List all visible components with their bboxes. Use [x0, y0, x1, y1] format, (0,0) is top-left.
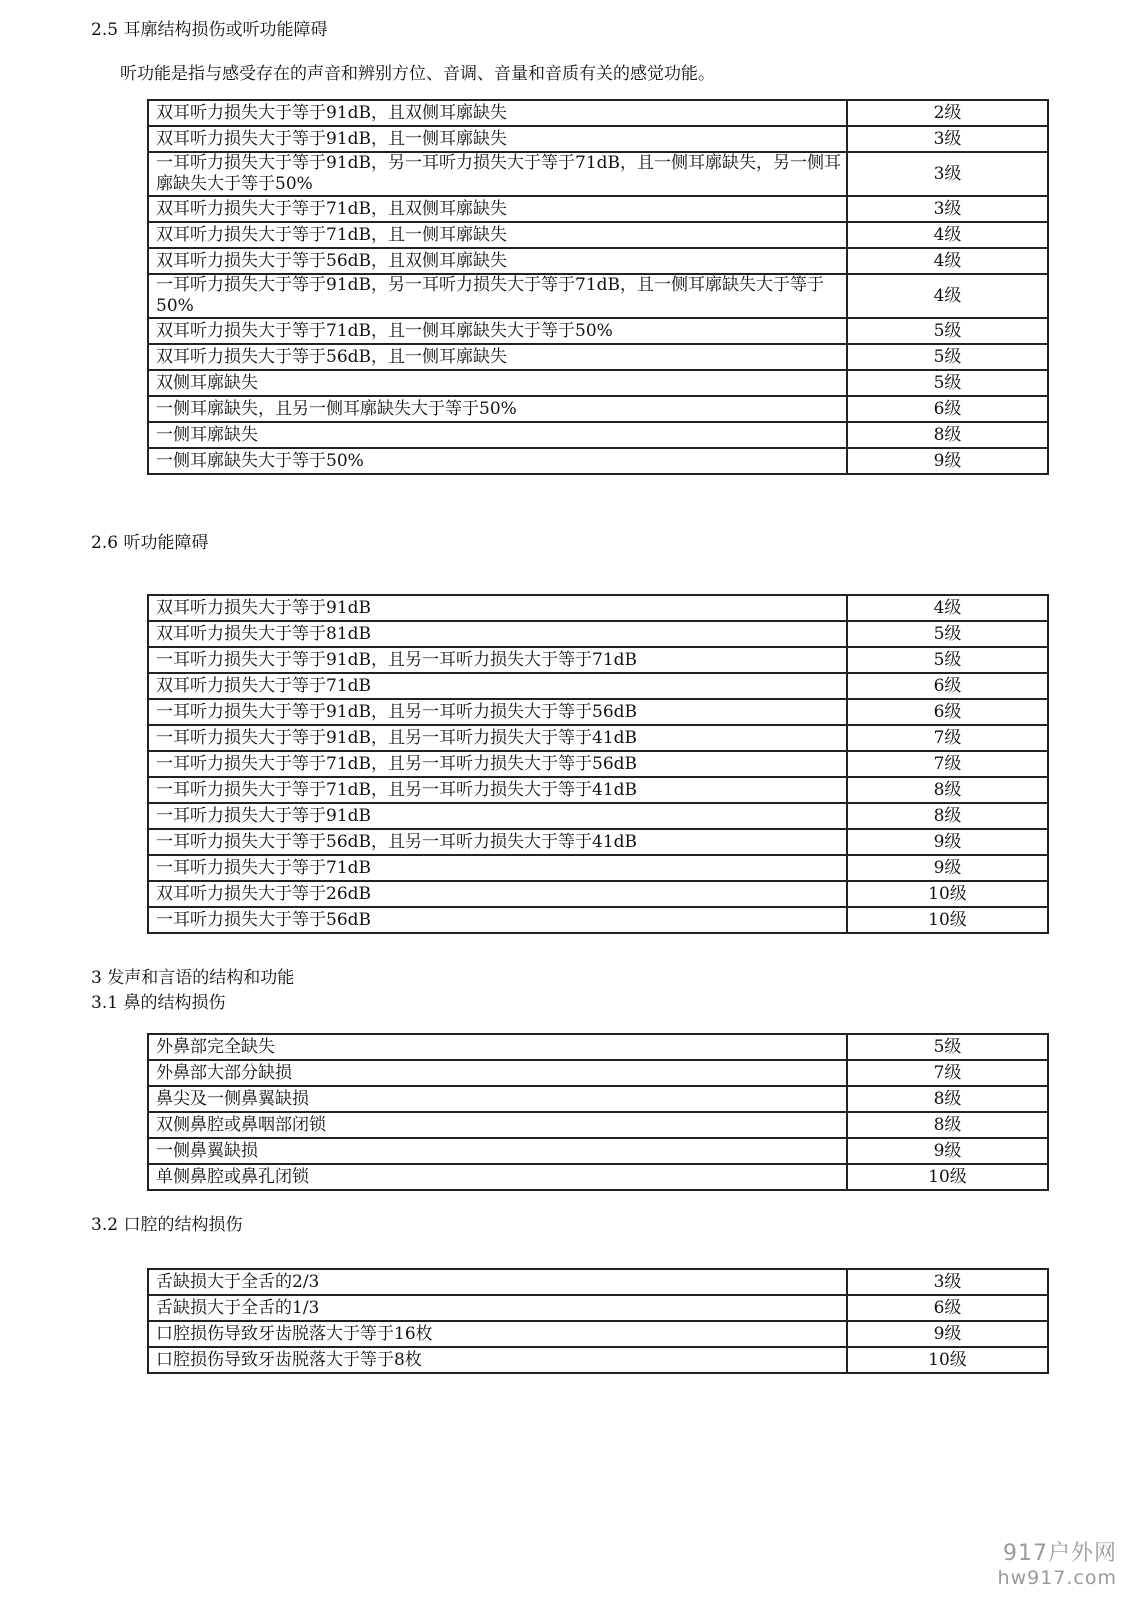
condition-cell: 一耳听力损失大于等于71dB，且另一耳听力损失大于等于41dB [148, 777, 847, 803]
condition-cell: 双耳听力损失大于等于56dB，且一侧耳廓缺失 [148, 344, 847, 370]
grade-cell: 5级 [847, 1034, 1048, 1060]
grade-cell: 4级 [847, 274, 1048, 318]
table-row [148, 1086, 1048, 1112]
section-2-5-heading: 2.5 耳廓结构损伤或听功能障碍 [91, 20, 328, 40]
condition-cell: 双耳听力损失大于等于71dB [148, 673, 847, 699]
site-watermark [998, 1542, 1117, 1590]
table-row [148, 1347, 1048, 1373]
table-row [148, 318, 1048, 344]
table-row [148, 673, 1048, 699]
table-row [148, 248, 1048, 274]
grade-cell: 7级 [847, 751, 1048, 777]
condition-cell: 口腔损伤导致牙齿脱落大于等于16枚 [148, 1321, 847, 1347]
grade-cell: 8级 [847, 1086, 1048, 1112]
table-row [148, 647, 1048, 673]
watermark-domain: hw917.com [997, 1567, 1117, 1589]
watermark-site-name: 917户外网 [1003, 1541, 1117, 1566]
section-2-5-intro: 听功能是指与感受存在的声音和辨别方位、音调、音量和音质有关的感觉功能。 [120, 64, 715, 84]
condition-cell: 外鼻部大部分缺损 [148, 1060, 847, 1086]
grade-cell: 3级 [847, 196, 1048, 222]
grade-cell: 6级 [847, 699, 1048, 725]
table-row [148, 595, 1048, 621]
section-3-2-heading: 3.2 口腔的结构损伤 [91, 1215, 243, 1235]
grade-cell: 5级 [847, 318, 1048, 344]
condition-cell: 双耳听力损失大于等于81dB [148, 621, 847, 647]
grade-cell: 9级 [847, 1138, 1048, 1164]
table-row [148, 396, 1048, 422]
grade-cell: 3级 [847, 1269, 1048, 1295]
condition-cell: 一侧耳廓缺失，且另一侧耳廓缺失大于等于50% [148, 396, 847, 422]
grade-cell: 8级 [847, 422, 1048, 448]
grade-cell: 6级 [847, 673, 1048, 699]
table-row [148, 1164, 1048, 1190]
table-row [148, 1034, 1048, 1060]
table-row [148, 422, 1048, 448]
grade-cell: 5级 [847, 621, 1048, 647]
table-row [148, 829, 1048, 855]
condition-cell: 双侧鼻腔或鼻咽部闭锁 [148, 1112, 847, 1138]
grade-cell: 3级 [847, 126, 1048, 152]
table-row [148, 1112, 1048, 1138]
condition-cell: 一耳听力损失大于等于91dB，另一耳听力损失大于等于71dB，且一侧耳廓缺失大于等于50% [148, 274, 847, 318]
grade-cell: 9级 [847, 855, 1048, 881]
grade-cell: 7级 [847, 1060, 1048, 1086]
table-row [148, 1060, 1048, 1086]
table-row [148, 100, 1048, 126]
table-row [148, 1295, 1048, 1321]
table-row [148, 725, 1048, 751]
condition-cell: 鼻尖及一侧鼻翼缺损 [148, 1086, 847, 1112]
table-row [148, 370, 1048, 396]
grade-cell: 5级 [847, 647, 1048, 673]
condition-cell: 一耳听力损失大于等于91dB，且另一耳听力损失大于等于71dB [148, 647, 847, 673]
table-row [148, 1138, 1048, 1164]
table-row [148, 196, 1048, 222]
condition-cell: 一耳听力损失大于等于56dB，且另一耳听力损失大于等于41dB [148, 829, 847, 855]
condition-cell: 双耳听力损失大于等于71dB，且双侧耳廓缺失 [148, 196, 847, 222]
condition-cell: 一侧耳廓缺失大于等于50% [148, 448, 847, 474]
condition-cell: 双耳听力损失大于等于26dB [148, 881, 847, 907]
condition-cell: 双耳听力损失大于等于91dB，且一侧耳廓缺失 [148, 126, 847, 152]
grade-cell: 4级 [847, 222, 1048, 248]
grade-cell: 9级 [847, 829, 1048, 855]
table-row [148, 907, 1048, 933]
table-row [148, 751, 1048, 777]
grade-cell: 6级 [847, 1295, 1048, 1321]
table-row [148, 699, 1048, 725]
grade-cell: 9级 [847, 1321, 1048, 1347]
grade-cell: 7级 [847, 725, 1048, 751]
condition-cell: 一耳听力损失大于等于91dB，且另一耳听力损失大于等于41dB [148, 725, 847, 751]
table-row [148, 152, 1048, 196]
condition-cell: 口腔损伤导致牙齿脱落大于等于8枚 [148, 1347, 847, 1373]
condition-cell: 双耳听力损失大于等于56dB，且双侧耳廓缺失 [148, 248, 847, 274]
condition-cell: 外鼻部完全缺失 [148, 1034, 847, 1060]
grade-cell: 10级 [847, 1347, 1048, 1373]
condition-cell: 舌缺损大于全舌的1/3 [148, 1295, 847, 1321]
condition-cell: 一侧鼻翼缺损 [148, 1138, 847, 1164]
grade-cell: 4级 [847, 595, 1048, 621]
condition-cell: 一耳听力损失大于等于71dB，且另一耳听力损失大于等于56dB [148, 751, 847, 777]
condition-cell: 舌缺损大于全舌的2/3 [148, 1269, 847, 1295]
grade-cell: 5级 [847, 370, 1048, 396]
section-3-1-heading: 3.1 鼻的结构损伤 [91, 993, 226, 1013]
grade-cell: 5级 [847, 344, 1048, 370]
grade-cell: 6级 [847, 396, 1048, 422]
table-row [148, 881, 1048, 907]
condition-cell: 一耳听力损失大于等于56dB [148, 907, 847, 933]
grade-cell: 4级 [847, 248, 1048, 274]
condition-cell: 一侧耳廓缺失 [148, 422, 847, 448]
section-3-heading: 3 发声和言语的结构和功能 [91, 968, 295, 988]
condition-cell: 一耳听力损失大于等于91dB，且另一耳听力损失大于等于56dB [148, 699, 847, 725]
grade-cell: 10级 [847, 1164, 1048, 1190]
condition-cell: 一耳听力损失大于等于91dB [148, 803, 847, 829]
condition-cell: 一耳听力损失大于等于71dB [148, 855, 847, 881]
table-row [148, 803, 1048, 829]
ear-structure-table [147, 99, 1049, 475]
table-row [148, 448, 1048, 474]
nose-structure-table [147, 1033, 1049, 1191]
condition-cell: 双耳听力损失大于等于71dB，且一侧耳廓缺失 [148, 222, 847, 248]
grade-cell: 3级 [847, 152, 1048, 196]
section-2-6-heading: 2.6 听功能障碍 [91, 533, 209, 553]
grade-cell: 10级 [847, 881, 1048, 907]
condition-cell: 双耳听力损失大于等于71dB，且一侧耳廓缺失大于等于50% [148, 318, 847, 344]
grade-cell: 10级 [847, 907, 1048, 933]
grade-cell: 8级 [847, 1112, 1048, 1138]
grade-cell: 9级 [847, 448, 1048, 474]
table-row [148, 621, 1048, 647]
grade-cell: 8级 [847, 803, 1048, 829]
grade-cell: 2级 [847, 100, 1048, 126]
hearing-function-table [147, 594, 1049, 934]
table-row [148, 855, 1048, 881]
oral-structure-table [147, 1268, 1049, 1374]
grade-cell: 8级 [847, 777, 1048, 803]
condition-cell: 一耳听力损失大于等于91dB，另一耳听力损失大于等于71dB，且一侧耳廓缺失，另一侧耳廓缺失大于等于50% [148, 152, 847, 196]
table-row [148, 777, 1048, 803]
table-row [148, 126, 1048, 152]
condition-cell: 双侧耳廓缺失 [148, 370, 847, 396]
table-row [148, 344, 1048, 370]
table-row [148, 1321, 1048, 1347]
condition-cell: 双耳听力损失大于等于91dB [148, 595, 847, 621]
table-row [148, 1269, 1048, 1295]
table-row [148, 222, 1048, 248]
condition-cell: 单侧鼻腔或鼻孔闭锁 [148, 1164, 847, 1190]
condition-cell: 双耳听力损失大于等于91dB，且双侧耳廓缺失 [148, 100, 847, 126]
table-row [148, 274, 1048, 318]
